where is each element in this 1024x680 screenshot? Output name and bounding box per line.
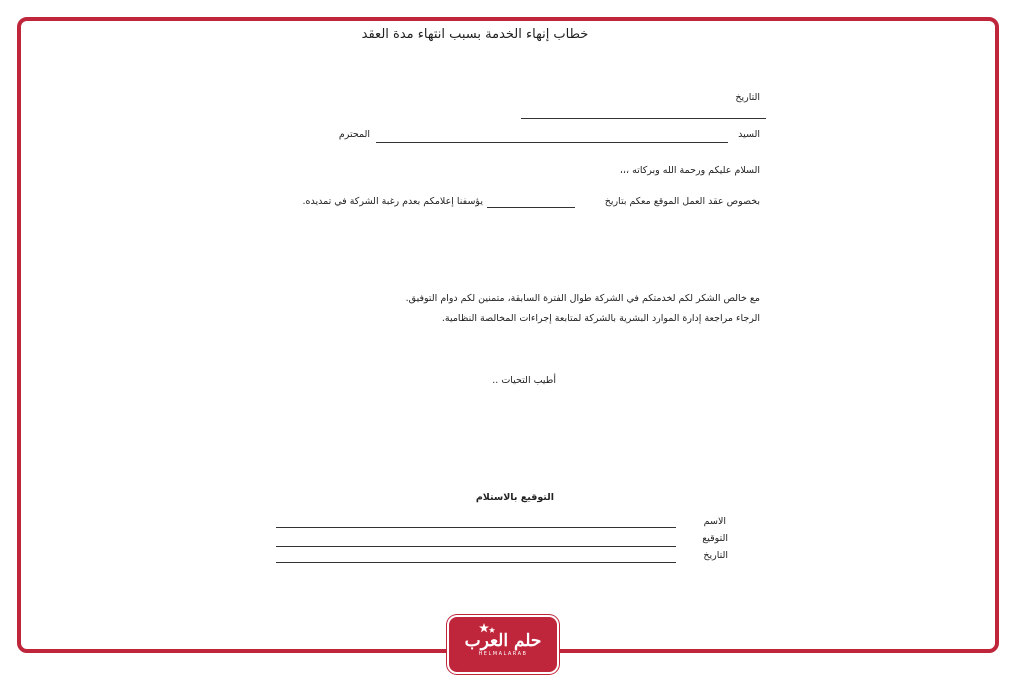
sig-name-label: الاسم (703, 516, 726, 527)
name-line (376, 142, 728, 143)
date-label: التاريخ (735, 92, 760, 103)
logo-subtext: HELMALARAB (478, 651, 528, 657)
date-line (521, 118, 766, 119)
contract-date-line (487, 207, 575, 208)
sig-date-label: التاريخ (703, 550, 728, 561)
respected-label: المحترم (338, 129, 370, 140)
sig-signature-label: التوقيع (702, 533, 728, 544)
body-suffix: يؤسفنا إعلامكم بعدم رغبة الشركة في تمديده. (302, 196, 483, 207)
mr-label: السيد (738, 129, 760, 140)
document-title: خطاب إنهاء الخدمة بسبب انتهاء مدة العقد (361, 27, 589, 42)
body-prefix: بخصوص عقد العمل الموقع معكم بتاريخ (604, 196, 760, 207)
stars-icon (478, 622, 498, 638)
greeting: السلام عليكم ورحمة الله وبركاته ،،، (619, 165, 760, 176)
regards: أطيب التحيات .. (492, 375, 556, 386)
receipt-heading: التوقيع بالاستلام (475, 492, 554, 503)
sig-date-line (276, 562, 676, 563)
brand-logo (449, 617, 557, 672)
logo-text: حلم العرب (464, 631, 542, 651)
sig-name-line (276, 527, 676, 528)
document-frame (17, 17, 999, 653)
sig-signature-line (276, 546, 676, 547)
thanks-line: مع خالص الشكر لكم لخدمتكم في الشركة طوال الفترة السابقة، متمنين لكم دوام التوفيق. (405, 293, 760, 304)
hr-line: الرجاء مراجعة إدارة الموارد البشرية بالشركة لمتابعة إجراءات المخالصة النظامية. (441, 313, 760, 324)
